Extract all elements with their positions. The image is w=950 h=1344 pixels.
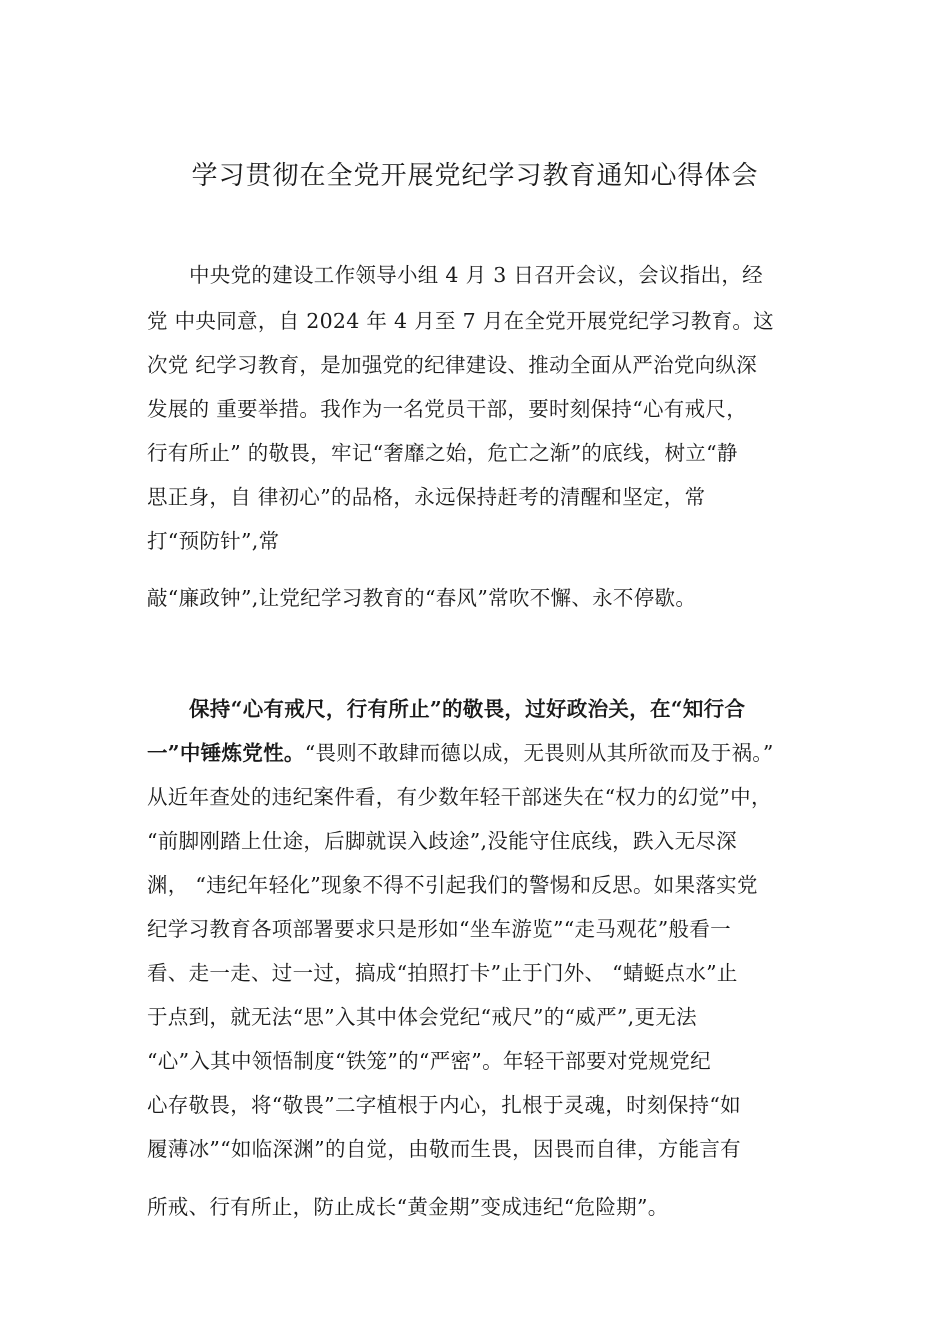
paragraph3-line: 从近年查处的违纪案件看，有少数年轻干部迷失在“权力的幻觉”中， <box>147 785 772 809</box>
paragraph3-line: 所戒、行有所止，防止成长“黄金期”变成违纪“危险期”。 <box>147 1195 669 1219</box>
paragraph1-line: 行有所止” 的敬畏，牢记“奢靡之始，危亡之渐”的底线，树立“静 <box>147 441 738 465</box>
paragraph3-line: 于点到，就无法“思”入其中体会党纪“戒尺”的“威严”,更无法 <box>147 1005 697 1029</box>
paragraph3-bold-heading: 保持“心有戒尺，行有所止”的敬畏，过好政治关，在“知行合 <box>189 697 746 721</box>
paragraph3-line: 履薄冰”“如临深渊”的自觉，由敬而生畏，因畏而自律，方能言有 <box>147 1137 741 1161</box>
paragraph1-line: 发展的 重要举措。我作为一名党员干部，要时刻保持“心有戒尺， <box>147 397 747 421</box>
document-title: 学习贯彻在全党开展党纪学习教育通知心得体会 <box>191 161 759 191</box>
paragraph3-quote: “畏则不敢肆而德以成，无畏则从其所欲而及于祸。” <box>304 741 774 765</box>
paragraph3-bold-heading-end: 一”中锤炼党性。 <box>147 741 305 765</box>
paragraph3-line: 渊， “违纪年轻化”现象不得不引起我们的警惕和反思。如果落实党 <box>147 873 758 897</box>
paragraph1-line: 中央党的建设工作领导小组 4 月 3 日召开会议，会议指出，经 <box>189 263 763 287</box>
paragraph1-line: 思正身，自 律初心”的品格，永远保持赶考的清醒和坚定，常 <box>147 485 706 509</box>
paragraph3-line: “心”入其中领悟制度“铁笼”的“严密”。年轻干部要对党规党纪 <box>147 1049 711 1073</box>
paragraph3-line: 看、走一走、过一过，搞成“拍照打卡”止于门外、 “蜻蜓点水”止 <box>147 961 738 985</box>
paragraph3-line-mixed <box>147 738 774 768</box>
paragraph1-line: 打“预防针”,常 <box>147 529 280 553</box>
paragraph2-line: 敲“廉政钟”,让党纪学习教育的“春风”常吹不懈、永不停歇。 <box>147 586 697 610</box>
paragraph3-line: 心存敬畏，将“敬畏”二字植根于内心，扎根于灵魂，时刻保持“如 <box>147 1093 741 1117</box>
paragraph3-line: 纪学习教育各项部署要求只是形如“坐车游览”“走马观花”般看一 <box>147 917 731 941</box>
paragraph3-line: “前脚刚踏上仕途，后脚就误入歧途”,没能守住底线，跌入无尽深 <box>147 829 737 853</box>
paragraph1-line: 次党 纪学习教育，是加强党的纪律建设、推动全面从严治党向纵深 <box>147 353 758 377</box>
paragraph1-line: 党 中央同意，自 2024 年 4 月至 7 月在全党开展党纪学习教育。这 <box>147 309 774 333</box>
